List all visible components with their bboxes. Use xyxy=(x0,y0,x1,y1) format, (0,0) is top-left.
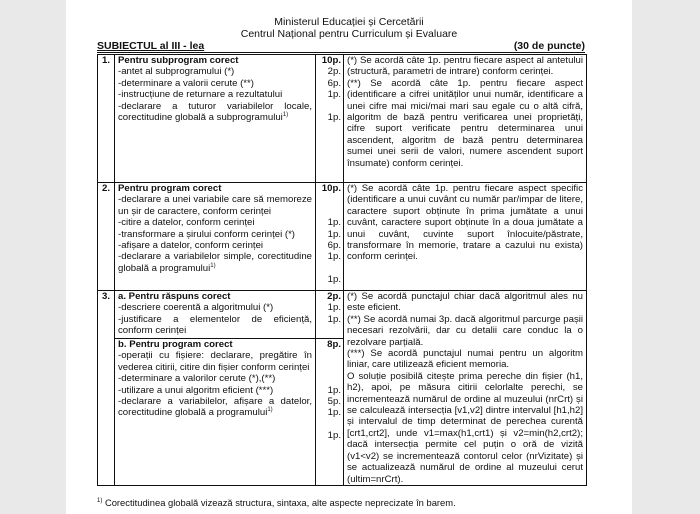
criteria-item: -afișare a datelor, conform cerinței xyxy=(118,240,264,252)
points-item: 1p. xyxy=(327,384,341,396)
footnote-ref: 1) xyxy=(267,407,273,414)
points-item: 1p. xyxy=(327,313,341,325)
criteria-item: -transformare a șirului conform cerinței (*) xyxy=(118,228,296,240)
table-row xyxy=(98,55,587,183)
points-item: 5p. xyxy=(327,396,341,407)
criteria-cell xyxy=(115,291,316,339)
criteria-item: -declarare a tuturor variabilelor locale, corectitudine globală a subprogramului$^{1)}$ xyxy=(118,100,312,124)
table-row xyxy=(98,183,587,291)
points-item: 2p. xyxy=(327,66,341,78)
points-item: 1p. xyxy=(327,430,341,442)
points-total: 2p. xyxy=(327,291,341,302)
points-cell xyxy=(316,55,344,183)
points-item: 1p. xyxy=(327,407,341,419)
points-item: 1p. xyxy=(327,251,341,263)
points-item: 1p. xyxy=(327,302,341,314)
criteria-item: -justificare a elementelor de eficiență, conform cerinței xyxy=(118,313,312,337)
criteria-title: Pentru program corect xyxy=(118,183,222,194)
subject-heading xyxy=(97,41,585,53)
notes-cell: (*) Se acordă câte 1p. pentru fiecare aspect specific (identificare a unui cuvânt cu număr par/impar de litere, caractere suport obținute în prima jumătate a unui cuvânt, caractere suport obținute în a doua jumătate a unui cuvânt, cuvinte suport înlocuite/păstrate, transformare în memorie, tratare a cazului nu exista) conform cerinței. xyxy=(344,183,587,291)
criteria-title: b. Pentru program corect xyxy=(118,339,233,350)
criteria-item: -determinare a valorii cerute (**) xyxy=(118,77,254,89)
criteria-title: a. Pentru răspuns corect xyxy=(118,291,231,302)
points-item: 6p. xyxy=(327,77,341,89)
points-item: 6p. xyxy=(327,240,341,252)
footnote xyxy=(97,497,456,508)
notes-cell: (*) Se acordă câte 1p. pentru fiecare aspect al antetului (structură, parametri de intrare) conform cerinței. (**) Se acordă câte 1p. pentru fiecare aspect (identificare a cifrei unităților unui număr, identificare a unei cifre mai mici/mai mari sau egale cu o altă cifră, algoritm de bază pentru verificarea unei proprietăți, cifre suport verificate pentru determinarea unui ascendent, algoritm de bază pentru determinarea sumei unei serii de valori, numere ascendent suport însumate) conform cerinței. xyxy=(344,55,587,183)
notes-cell: (*) Se acordă punctajul chiar dacă algoritmul ales nu este eficient. (**) Se acordă numai 3p. dacă algoritmul parcurge pașii necesari rezolvării, dar cu detalii care conduc la o rezolvare parțială. (***) Se acordă punctajul numai pentru un algoritm liniar, care utilizează eficient memoria. O soluție posibilă citește prima pereche din fișier (h1, h2), apoi, pe măsura citirii celorlalte perechi, se incrementează numărul de ordine al muzeului (nrCrt) și se calculează intersecția [v1,v2] dintre intervalul [h1,h2] și intervalul de timp determinat de perechea curentă [crt1,crt2], unde v1=max(h1,crt1) și v2=min(h2,crt2); dacă intersecția permite cel puțin o oră de vizită (v1<v2) se incrementează contorul celor (nrVizitate) și se actualizează numărul de ordine al muzeului cerut (ultim=nrCrt). xyxy=(344,291,587,486)
points-cell xyxy=(316,339,344,486)
criteria-title: Pentru subprogram corect xyxy=(118,55,239,66)
criteria-item: -instrucțiune de returnare a rezultatului xyxy=(118,89,283,101)
criteria-item: -utilizare a unui algoritm eficient (***) xyxy=(118,384,274,396)
criteria-cell xyxy=(115,339,316,486)
footnote-text: Corectitudinea globală vizează structura, sintaxa, alte aspecte neprecizate în barem. xyxy=(104,497,456,508)
criteria-item: -operații cu fișiere: declarare, pregătire în vederea citirii, citire din fișier conform cerinței xyxy=(118,350,312,373)
criteria-cell xyxy=(115,183,316,291)
criteria-item: -declarare a unei variabile care să memoreze un șir de caractere, conform cerinței xyxy=(118,194,312,217)
points-item: 1p. xyxy=(327,217,341,229)
points-item: 1p. xyxy=(327,274,341,286)
subject-points: (30 de puncte) xyxy=(513,40,585,52)
criteria-cell xyxy=(115,55,316,183)
footnote-ref: 1) xyxy=(210,262,216,269)
points-item: 1p. xyxy=(327,228,341,240)
document-page xyxy=(66,0,632,514)
row-number: 3. xyxy=(98,291,115,486)
points-cell xyxy=(316,291,344,339)
criteria-item: -descriere coerentă a algoritmului (*) xyxy=(118,302,274,314)
criteria-item: -antet al subprogramului (*) xyxy=(118,66,235,78)
points-item: 1p. xyxy=(327,112,341,124)
table-row xyxy=(98,291,587,339)
center-header: Centrul Național pentru Curriculum și Evaluare xyxy=(240,28,458,40)
grading-table xyxy=(97,54,587,486)
ministry-header: Ministerul Educației și Cercetării xyxy=(274,16,424,28)
points-cell xyxy=(316,183,344,291)
row-number: 2. xyxy=(98,183,115,291)
footnote-marker: 1) xyxy=(97,497,103,504)
points-item: 1p. xyxy=(327,89,341,101)
points-total: 8p. xyxy=(327,339,341,350)
subject-title: SUBIECTUL al III - lea xyxy=(97,40,205,52)
points-total: 10p. xyxy=(321,183,341,194)
footnote-ref: 1) xyxy=(282,111,289,118)
row-number: 1. xyxy=(98,55,115,183)
criteria-item: -declarare a variabilelor simple, corectitudine globală a programului$^{1)}$ xyxy=(118,251,312,274)
points-total: 10p. xyxy=(321,55,341,66)
criteria-item: -declarare a variabilelor, afișare a datelor, corectitudine globală a programului$^{1)}$ xyxy=(118,396,312,419)
criteria-item: -determinare a valorilor cerute (*),(**) xyxy=(118,373,276,385)
criteria-item: -citire a datelor, conform cerinței xyxy=(118,217,255,229)
